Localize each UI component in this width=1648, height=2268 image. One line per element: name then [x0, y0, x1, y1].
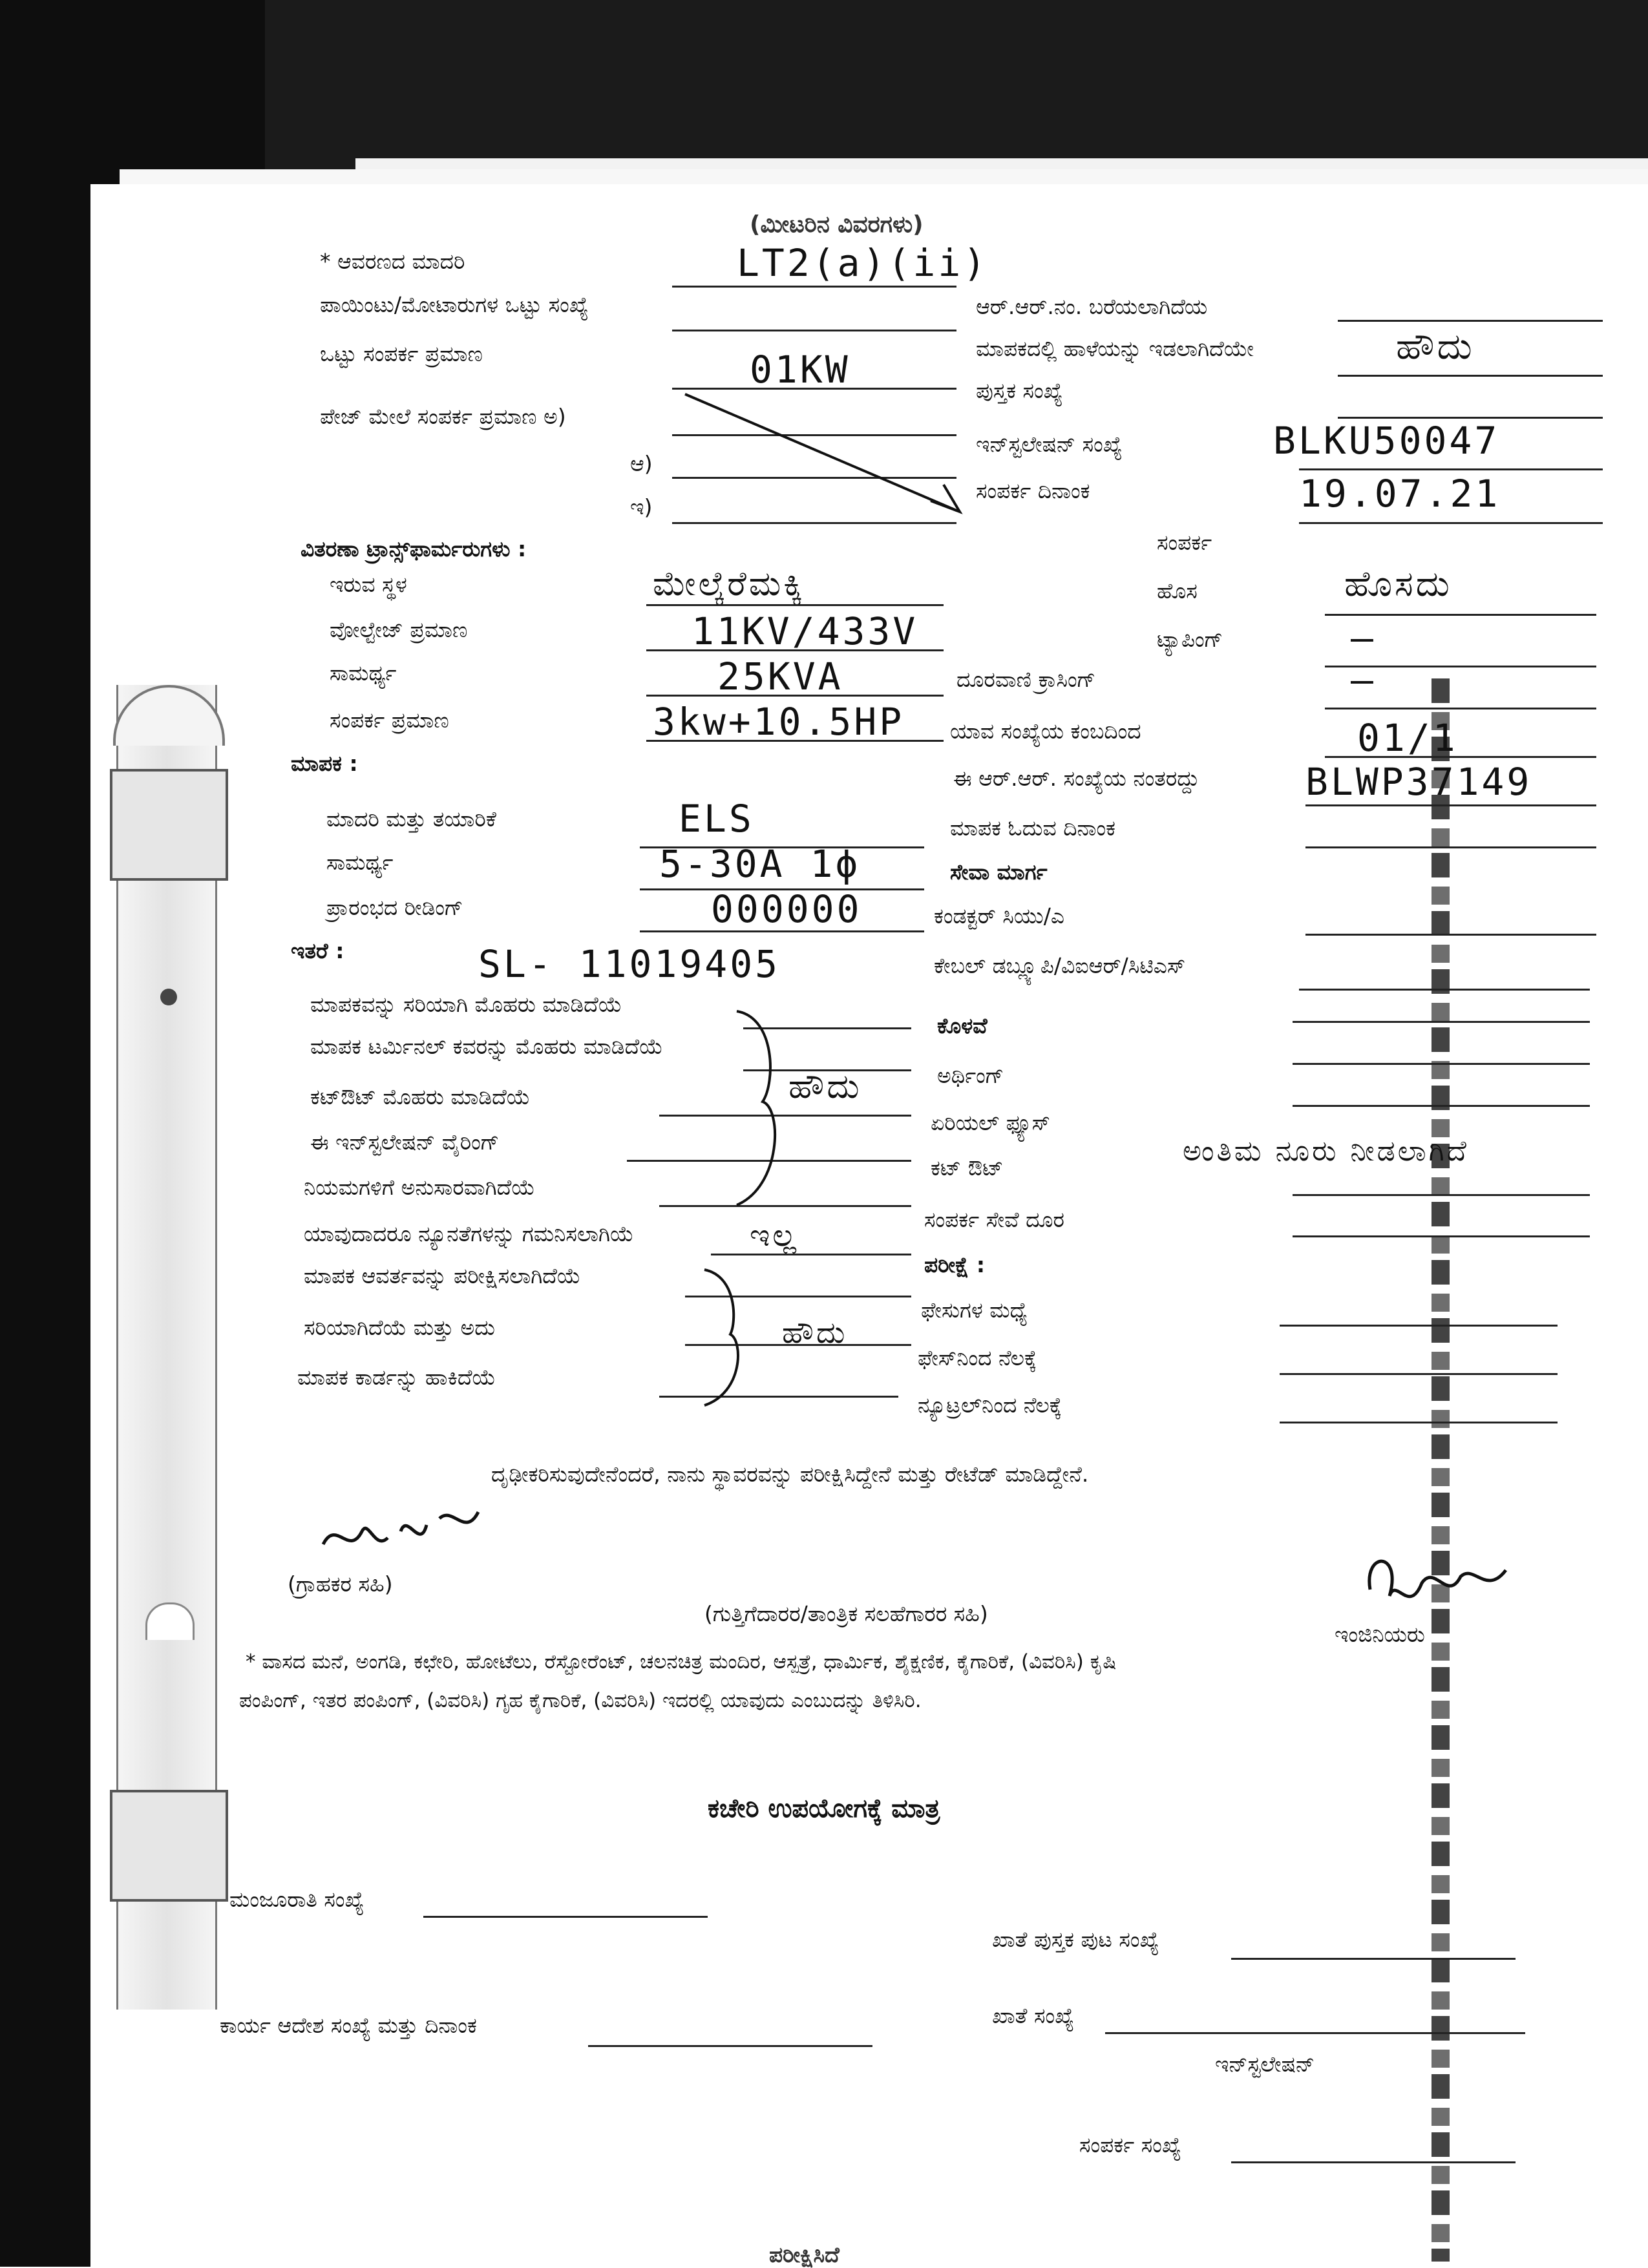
transformer-heading: ವಿತರಣಾ ಟ್ರಾನ್ಸ್‌ಫಾರ್ಮರುಗಳು : — [301, 536, 527, 562]
transformer-load-value: 3kw+10.5HP — [653, 700, 905, 744]
earthing-line — [1293, 1063, 1590, 1065]
transformer-voltage-value: 11KV/433V — [692, 609, 918, 653]
telephone-crossing-line — [1325, 708, 1596, 709]
cutout-value: ಅಂತಿಮ ನೂರು ನೀಡಲಾಗಿದೆ — [1183, 1135, 1469, 1168]
check-terminal-sealed: ಮಾಪಕ ಟರ್ಮಿನಲ್ ಕವರನ್ನು ಮೊಹರು ಮಾಡಿದೆಯೆ — [310, 1034, 663, 1059]
cable-label: ಕೇಬಲ್ ಡಬ್ಲ್ಯೂಪಿ/ವಿಐಆರ್/ಸಿಟಿಎಸ್ — [934, 953, 1186, 978]
ledger-page-line — [1231, 1958, 1516, 1960]
connection-number-label: ಸಂಪರ್ಕ ಸಂಖ್ಯೆ — [1079, 2132, 1181, 2158]
total-load-label: ಒಟ್ಟು ಸಂಪರ್ಕ ಪ್ರಮಾಣ — [320, 341, 483, 366]
others-heading: ಇತರೆ : — [291, 938, 344, 963]
transformer-location-label: ಇರುವ ಸ್ಥಳ — [330, 572, 407, 597]
connection-date-label: ಸಂಪರ್ಕ ದಿನಾಂಕ — [976, 478, 1090, 503]
cable-line — [1299, 989, 1590, 991]
telephone-crossing-value: — — [1351, 658, 1376, 702]
premises-type-line — [672, 286, 956, 288]
earthing-label: ಅರ್ಥಿಂಗ್ — [937, 1063, 1004, 1088]
connection-new-label: ಹೊಸ — [1157, 578, 1198, 604]
work-order-label: ಕಾರ್ಯ ಆದೇಶ ಸಂಖ್ಯೆ ಮತ್ತು ದಿನಾಂಕ — [220, 2013, 477, 2038]
connection-date-value: 19.07.21 — [1299, 472, 1501, 516]
phase-load-label: ಪೇಜ್ ಮೇಲೆ ಸಂಪರ್ಕ ಪ್ರಮಾಣ ಅ) — [320, 404, 566, 429]
cutout-line — [1293, 1194, 1590, 1196]
declaration-text: ದೃಢೀಕರಿಸುವುದೇನೆಂದರೆ, ನಾನು ಸ್ಥಾವರವನ್ನು ಪರೀಕ್ಷಿಸಿದ್ದೇನೆ ಮತ್ತು ರೇಟೆಡ್ ಮಾಡಿದ್ದೇನೆ. — [491, 1462, 1089, 1487]
test-neutral-earth-line — [1280, 1422, 1558, 1423]
account-number-label: ಖಾತೆ ಸಂಖ್ಯೆ — [992, 2003, 1075, 2028]
points-motors-label: ಪಾಯಿಂಟು/ಮೋಟಾರುಗಳ ಒಟ್ಟು ಸಂಖ್ಯೆ — [320, 292, 589, 317]
transformer-load-label: ಸಂಪರ್ಕ ಪ್ರಮಾಣ — [330, 708, 449, 733]
installation-number-line — [1299, 468, 1603, 470]
page-header: (ಮೀಟರಿನ ವಿವರಗಳು) — [750, 211, 924, 238]
account-number-line — [1105, 2032, 1525, 2034]
service-line-heading: ಸೇವಾ ಮಾರ್ಗ — [950, 859, 1048, 885]
engineer-signature-label: ಇಂಜಿನಿಯರು — [1335, 1622, 1425, 1647]
conductor-line — [1305, 934, 1596, 936]
binder-rivet — [160, 989, 177, 1005]
office-use-heading: ಕಚೇರಿ ಉಪಯೋಗಕ್ಕೆ ಮಾತ್ರ — [708, 1794, 940, 1823]
premises-type-value: LT2(a)(ii) — [737, 241, 989, 285]
conduit-line — [1293, 1021, 1590, 1023]
brace-mark-upper — [724, 1005, 801, 1212]
phase-load-c-label: ಇ) — [630, 494, 653, 520]
work-order-line — [588, 2045, 872, 2047]
transformer-load-line — [646, 740, 944, 742]
customer-signature-label: (ಗ್ರಾಹಕರ ಸಹಿ) — [288, 1571, 393, 1597]
after-rr-line — [1305, 804, 1596, 806]
brace-mark-lower — [692, 1263, 769, 1412]
book-number-label: ಪುಸ್ತಕ ಸಂಖ್ಯೆ — [976, 378, 1063, 403]
transformer-capacity-value: 25KVA — [717, 655, 843, 698]
points-motors-line — [672, 330, 956, 331]
service-distance-line — [1293, 1235, 1590, 1237]
meter-card-answer: ಹೌದು — [782, 1315, 848, 1350]
connection-date-line — [1299, 522, 1603, 524]
check-conform-rules: ನಿಯಮಗಳಿಗೆ ಅನುಸಾರವಾಗಿದೆಯೆ — [304, 1175, 535, 1200]
test-phase-phase-line — [1280, 1325, 1558, 1327]
customer-signature — [310, 1493, 491, 1570]
tapping-label: ಟ್ಯಾಪಿಂಗ್ — [1157, 627, 1223, 652]
telephone-crossing-label: ದೂರವಾಣಿ ಕ್ರಾಸಿಂಗ್ — [956, 667, 1096, 692]
binder-clip-lower — [110, 1790, 228, 1902]
meter-card-line — [1338, 375, 1603, 377]
defects-answer: ಇಲ್ಲ — [750, 1217, 799, 1254]
ledger-page-label: ಖಾತೆ ಪುಸ್ತಕ ಪುಟ ಸಂಖ್ಯೆ — [992, 1927, 1159, 1952]
connection-number-line — [1231, 2161, 1516, 2163]
sanction-number-line — [423, 1916, 708, 1918]
binder-notch — [145, 1602, 195, 1640]
pole-number-line — [1325, 756, 1596, 758]
aerial-fuse-line — [1293, 1105, 1590, 1107]
service-distance-label: ಸಂಪರ್ಕ ಸೇವೆ ದೂರ — [924, 1207, 1064, 1232]
after-rr-value: BLWP37149 — [1305, 760, 1532, 804]
pole-number-label: ಯಾವ ಸಂಖ್ಯೆಯ ಕಂಬದಿಂದ — [950, 719, 1141, 744]
check-cutout-sealed: ಕಟ್‌ಔಟ್ ಮೊಹರು ಮಾಡಿದೆಯೆ — [310, 1084, 531, 1109]
test-heading: ಪರೀಕ್ಷೆ : — [924, 1252, 986, 1277]
installation-number-value: BLKU50047 — [1273, 419, 1500, 463]
aerial-fuse-label: ಏರಿಯಲ್ ಫ್ಯೂಸ್ — [931, 1110, 1050, 1135]
bottom-partial-text: ಪರೀಕ್ಷಿಸಿದೆ — [769, 2242, 840, 2267]
meter-make-value: ELS — [679, 797, 754, 841]
meter-capacity-value: 5-30A 1ϕ — [659, 842, 861, 886]
conduit-label: ಕೊಳವೆ — [937, 1013, 988, 1038]
scan-streak — [1431, 678, 1450, 2262]
office-installation-label: ಇನ್‌ಸ್ಟಲೇಷನ್ — [1215, 2052, 1315, 2077]
conductor-label: ಕಂಡಕ್ಟರ್ ಸಿಯು/ಎ — [934, 903, 1065, 929]
check-meter-sealed: ಮಾಪಕವನ್ನು ಸರಿಯಾಗಿ ಮೊಹರು ಮಾಡಿದೆಯೆ — [310, 992, 622, 1017]
rr-number-label: ಆರ್.ಆರ್.ನಂ. ಬರೆಯಲಾಗಿದೆಯ — [976, 294, 1208, 319]
meter-card-label: ಮಾಪಕದಲ್ಲಿ ಹಾಳೆಯನ್ನು ಇಡಲಾಗಿದೆಯೇ — [976, 336, 1254, 361]
engineer-signature — [1351, 1538, 1519, 1622]
meter-heading: ಮಾಪಕ : — [291, 751, 358, 776]
footnote-line-1: * ವಾಸದ ಮನೆ, ಅಂಗಡಿ, ಕಛೇರಿ, ಹೋಟೆಲು, ರೆಸ್ಟೋರೆಂಟ್, ಚಲನಚಿತ್ರ ಮಂದಿರ, ಆಸ್ಪತ್ರೆ, ಧಾರ್ಮಿಕ, ಶೈಕ್ಷಣಿಕ, ಕೈಗಾರಿಕೆ, (ವಿವರಿಸಿ) ಕೃಷಿ — [246, 1650, 1117, 1674]
initial-reading-label: ಪ್ರಾರಂಭದ ರೀಡಿಂಗ್ — [326, 895, 463, 920]
meter-card-value: ಹೌದು — [1396, 326, 1475, 368]
after-rr-label: ಈ ಆರ್.ಆರ್. ಸಂಖ್ಯೆಯ ನಂತರದ್ದು — [953, 766, 1200, 791]
meter-capacity-label: ಸಾಮರ್ಥ್ಯ — [326, 850, 394, 875]
meter-reading-date-line — [1305, 846, 1596, 848]
connection-new-value: ಹೊಸದು — [1344, 563, 1452, 604]
test-phase-earth-line — [1280, 1373, 1558, 1375]
initial-reading-value: 000000 — [711, 887, 862, 931]
initial-reading-line — [640, 930, 924, 932]
test-phase-earth: ಫೇಸ್‌ನಿಂದ ನೆಲಕ್ಕೆ — [918, 1345, 1037, 1370]
binder-clip-upper — [110, 769, 228, 881]
footnote-line-2: ಪಂಪಿಂಗ್, ಇತರ ಪಂಪಿಂಗ್, (ವಿವರಿಸಿ) ಗೃಹ ಕೈಗಾರಿಕೆ, (ವಿವರಿಸಿ) ಇದರಲ್ಲಿ ಯಾವುದು ಎಂಬುದನ್ನು ತಿಳಿಸಿರಿ. — [239, 1689, 922, 1712]
transformer-voltage-label: ವೋಲ್ಟೇಜ್ ಪ್ರಮಾಣ — [330, 617, 468, 642]
premises-type-label: * ಆವರಣದ ಮಾದರಿ — [320, 249, 465, 274]
tapping-value: — — [1351, 616, 1376, 660]
sealed-answer: ಹೌದು — [788, 1067, 862, 1106]
check-defects-noticed-line — [711, 1254, 911, 1255]
test-phase-phase: ಫೇಸುಗಳ ಮಧ್ಯೆ — [921, 1297, 1028, 1323]
cutout-label: ಕಟ್ ಔಟ್ — [931, 1155, 1004, 1181]
check-meter-rotation: ಮಾಪಕ ಆವರ್ತವನ್ನು ಪರೀಕ್ಷಿಸಲಾಗಿದೆಯೆ — [304, 1263, 581, 1288]
test-neutral-earth: ನ್ಯೂಟ್ರಲ್‌ನಿಂದ ನೆಲಕ್ಕೆ — [918, 1392, 1062, 1418]
transformer-capacity-line — [646, 695, 944, 697]
transformer-location-line — [646, 604, 944, 606]
strike-through-mark — [672, 388, 982, 517]
total-load-value: 01KW — [750, 348, 850, 392]
check-defects-noticed: ಯಾವುದಾದರೂ ನ್ಯೂನತೆಗಳನ್ನು ಗಮನಿಸಲಾಗಿಯೆ — [304, 1221, 634, 1246]
sanction-number-label: ಮಂಜೂರಾತಿ ಸಂಖ್ಯೆ — [229, 1887, 364, 1912]
contractor-signature-label: (ಗುತ್ತಿಗೆದಾರರ/ತಾಂತ್ರಿಕ ಸಲಹೆಗಾರರ ಸಹಿ) — [704, 1601, 988, 1626]
phase-load-line-c — [672, 522, 956, 524]
transformer-voltage-line — [646, 649, 944, 651]
connection-label: ಸಂಪರ್ಕ — [1157, 530, 1212, 555]
meter-make-label: ಮಾದರಿ ಮತ್ತು ತಯಾರಿಕೆ — [326, 806, 497, 832]
check-correct-and: ಸರಿಯಾಗಿದೆಯೆ ಮತ್ತು ಅದು — [304, 1315, 496, 1340]
check-installation-wiring: ಈ ಇನ್‌ಸ್ಟಲೇಷನ್ ವೈರಿಂಗ್ — [310, 1129, 500, 1155]
rr-number-line — [1338, 320, 1603, 322]
phase-load-b-label: ಆ) — [630, 451, 653, 476]
transformer-location-value: ಮೇಲ್ಕೆರೆಮಕ್ಕಿ — [653, 565, 805, 604]
pole-number-value: 01/1 — [1357, 716, 1458, 760]
check-meter-card: ಮಾಪಕ ಕಾರ್ಡನ್ನು ಹಾಕಿದೆಯೆ — [297, 1365, 496, 1390]
meter-reading-date-label: ಮಾಪಕ ಓದುವ ದಿನಾಂಕ — [950, 815, 1115, 841]
installation-number-label: ಇನ್‌ಸ್ಟಲೇಷನ್ ಸಂಖ್ಯೆ — [976, 432, 1123, 457]
transformer-capacity-label: ಸಾಮರ್ಥ್ಯ — [330, 660, 397, 686]
meter-serial-value: SL- 11019405 — [478, 942, 781, 986]
